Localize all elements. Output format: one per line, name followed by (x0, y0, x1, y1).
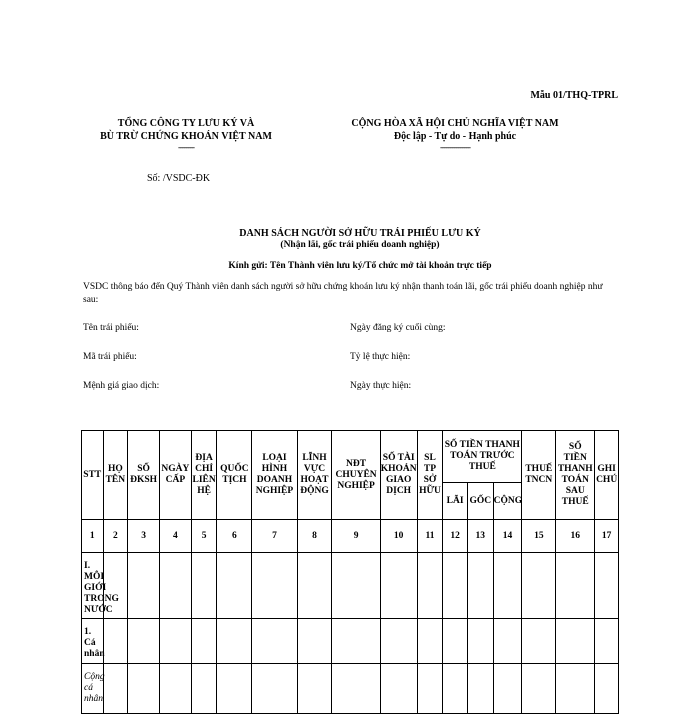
col-number: 1 (82, 520, 104, 553)
col-number: 16 (556, 520, 595, 553)
row-label: I. MÔI GIỚI TRONG NƯỚC (82, 553, 104, 619)
header-loai-hinh: LOẠI HÌNH DOANH NGHIỆP (252, 431, 297, 520)
org-line-2: BÙ TRỪ CHỨNG KHOÁN VIỆT NAM (100, 131, 272, 142)
header-quoc-tich: QUỐC TỊCH (217, 431, 252, 520)
column-number-row (82, 520, 619, 553)
issuing-organization (86, 117, 286, 151)
org-line-1: TỔNG CÔNG TY LƯU KÝ VÀ (117, 118, 255, 129)
nation-line-2: Độc lập - Tự do - Hạnh phúc (393, 131, 517, 142)
nation-underline: --------------- (440, 142, 470, 152)
col-number: 10 (380, 520, 417, 553)
intro-paragraph: VSDC thông báo đến Quý Thành viên danh sách người sở hữu chứng khoán lưu ký nhận thanh toán lãi, gốc trái phiếu doanh nghiệp như sau: (83, 282, 603, 305)
national-header (330, 117, 580, 151)
ratio-label: Tỷ lệ thực hiện: (350, 352, 411, 362)
bond-name-label: Tên trái phiếu: (83, 323, 139, 333)
col-number: 17 (595, 520, 619, 553)
col-number: 11 (417, 520, 443, 553)
document-number: Số: /VSDC-ĐK (147, 173, 211, 184)
header-thue: THUẾ TNCN (522, 431, 556, 520)
bondholder-table (81, 430, 619, 714)
nation-line-1: CỘNG HÒA XÃ HỘI CHỦ NGHĨA VIỆT NAM (351, 118, 559, 129)
col-number: 14 (493, 520, 522, 553)
table-row (82, 664, 619, 714)
header-so-dksh: SỐ ĐKSH (128, 431, 160, 520)
header-ngay-cap: NGÀY CẤP (160, 431, 192, 520)
row-label: Cộng cá nhân (82, 664, 104, 714)
col-number: 8 (297, 520, 332, 553)
org-underline: -------- (178, 142, 194, 152)
header-so-tien-sau-thue: SỐ TIỀN THANH TOÁN SAU THUẾ (556, 431, 595, 520)
par-value-label: Mệnh giá giao dịch: (83, 381, 160, 391)
col-number: 6 (217, 520, 252, 553)
col-number: 4 (160, 520, 192, 553)
header-lai: LÃI (443, 483, 468, 520)
header-ho-ten: HỌ TÊN (103, 431, 128, 520)
row-label: 1. Cá nhân (82, 619, 104, 664)
col-number: 15 (522, 520, 556, 553)
header-cong: CỘNG (493, 483, 522, 520)
table-row (82, 619, 619, 664)
header-linh-vuc: LĨNH VỰC HOẠT ĐỘNG (297, 431, 332, 520)
table-row (82, 553, 619, 619)
document-title: DANH SÁCH NGƯỜI SỞ HỮU TRÁI PHIẾU LƯU KÝ (239, 228, 481, 239)
bond-code-label: Mã trái phiếu: (83, 352, 137, 362)
addressee: Kính gửi: Tên Thành viên lưu ký/Tổ chức mở tài khoản trực tiếp (228, 261, 492, 271)
header-so-tk: SỐ TÀI KHOẢN GIAO DỊCH (380, 431, 417, 520)
col-number: 7 (252, 520, 297, 553)
col-number: 12 (443, 520, 468, 553)
header-dia-chi: ĐỊA CHỈ LIÊN HỆ (191, 431, 217, 520)
document-subtitle: (Nhận lãi, gốc trái phiếu doanh nghiệp) (280, 240, 440, 250)
record-date-label: Ngày đăng ký cuối cùng: (350, 323, 446, 333)
col-number: 5 (191, 520, 217, 553)
col-number: 9 (332, 520, 380, 553)
col-number: 13 (467, 520, 493, 553)
exec-date-label: Ngày thực hiện: (350, 381, 412, 391)
col-number: 3 (128, 520, 160, 553)
header-sl-tp: SL TP SỞ HỮU (417, 431, 443, 520)
col-number: 2 (103, 520, 128, 553)
form-code: Mẫu 01/THQ-TPRL (530, 90, 618, 101)
header-goc: GỐC (467, 483, 493, 520)
header-so-tien-truoc-thue: SỐ TIỀN THANH TOÁN TRƯỚC THUẾ (443, 431, 522, 483)
header-stt: STT (82, 431, 104, 520)
header-ghi-chu: GHI CHÚ (595, 431, 619, 520)
header-ndt: NĐT CHUYÊN NGHIỆP (332, 431, 380, 520)
